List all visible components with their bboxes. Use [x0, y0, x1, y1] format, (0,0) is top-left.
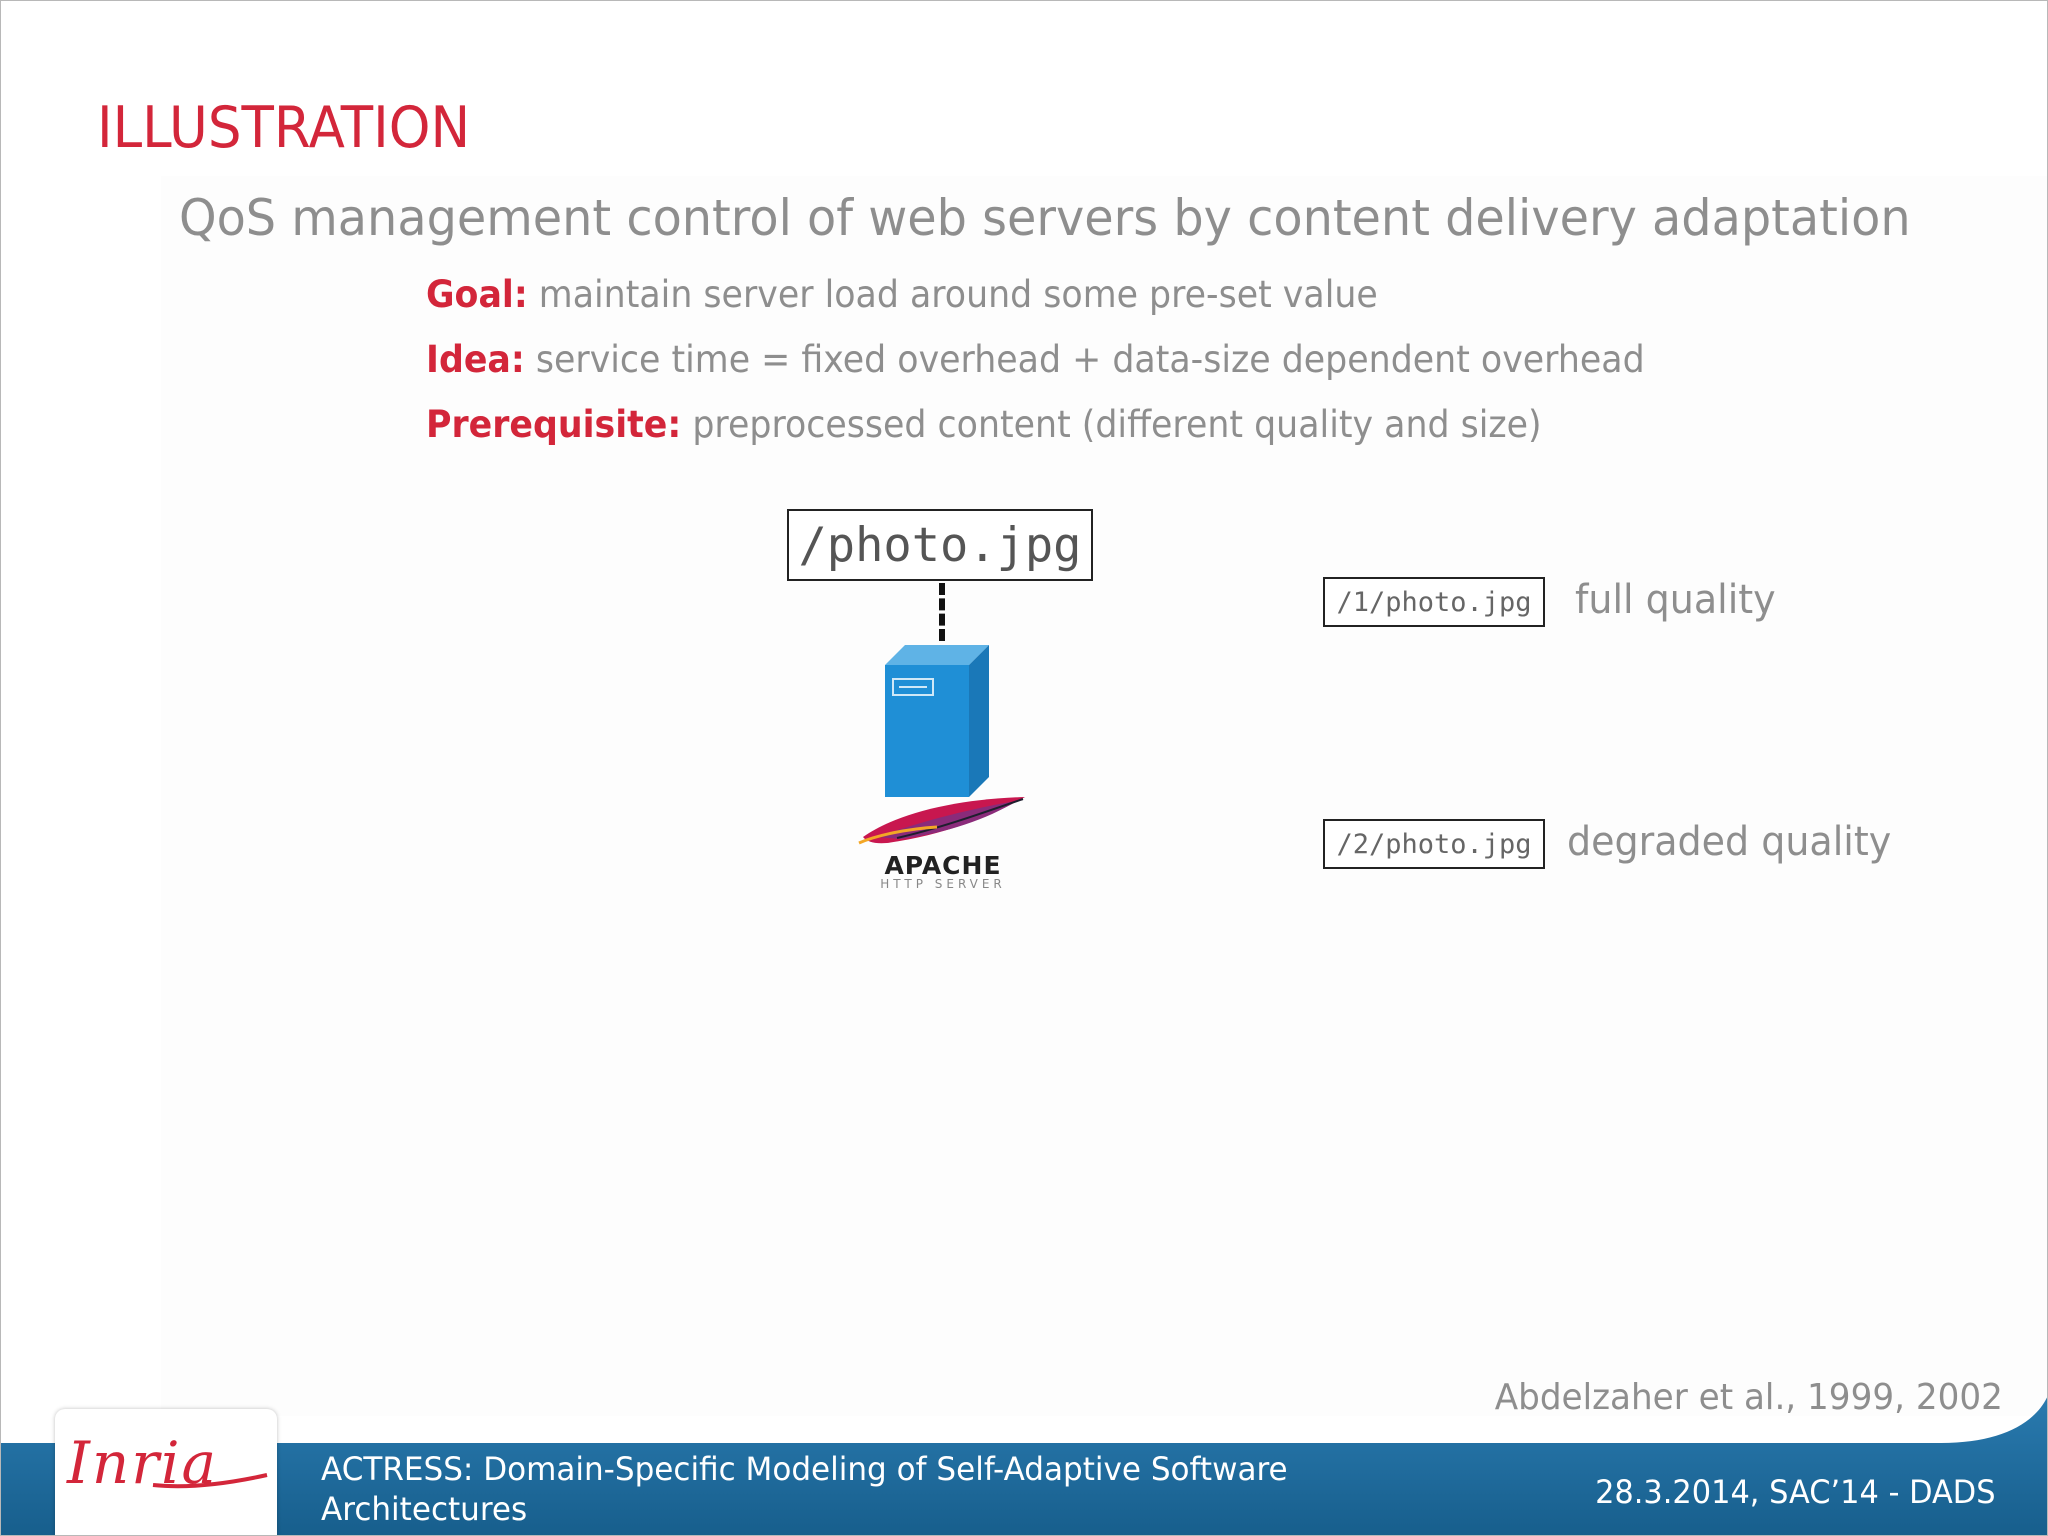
bullet-prerequisite-label: Prerequisite: [426, 403, 682, 446]
label-full-quality: full quality [1575, 577, 1776, 623]
bullet-goal [426, 273, 1378, 316]
slide-title: ILLUSTRATION [97, 95, 471, 161]
apache-logo-title: APACHE [884, 851, 1002, 880]
footer-title: ACTRESS: Domain-Specific Modeling of Self-Adaptive Software Architectures [321, 1450, 1288, 1528]
logo-swoosh-icon [151, 1471, 269, 1491]
bullet-prerequisite [426, 403, 1542, 446]
bullet-idea-label: Idea: [426, 338, 525, 381]
citation: Abdelzaher et al., 1999, 2002 [1494, 1377, 2003, 1418]
request-connector [939, 583, 945, 641]
bullet-idea [426, 338, 1645, 381]
inria-logo: Inria [67, 1429, 219, 1497]
path-box-degraded: /2/photo.jpg [1323, 819, 1545, 869]
bullet-goal-text: maintain server load around some pre-set value [527, 273, 1378, 316]
request-box: /photo.jpg [787, 509, 1093, 581]
slide-subtitle: QoS management control of web servers by content delivery adaptation [179, 189, 1911, 247]
server-icon [881, 641, 993, 797]
bullet-prerequisite-text: preprocessed content (different quality and size) [681, 403, 1542, 446]
bullet-goal-label: Goal: [426, 273, 528, 316]
label-degraded-quality: degraded quality [1567, 819, 1892, 865]
bullet-idea-text: service time = fixed overhead + data-size dependent overhead [524, 338, 1645, 381]
apache-feather-icon [857, 793, 1027, 851]
footer-date: 28.3.2014, SAC’14 - DADS [1594, 1473, 1995, 1511]
path-box-full: /1/photo.jpg [1323, 577, 1545, 627]
apache-logo-subtitle: HTTP SERVER [880, 877, 1006, 891]
